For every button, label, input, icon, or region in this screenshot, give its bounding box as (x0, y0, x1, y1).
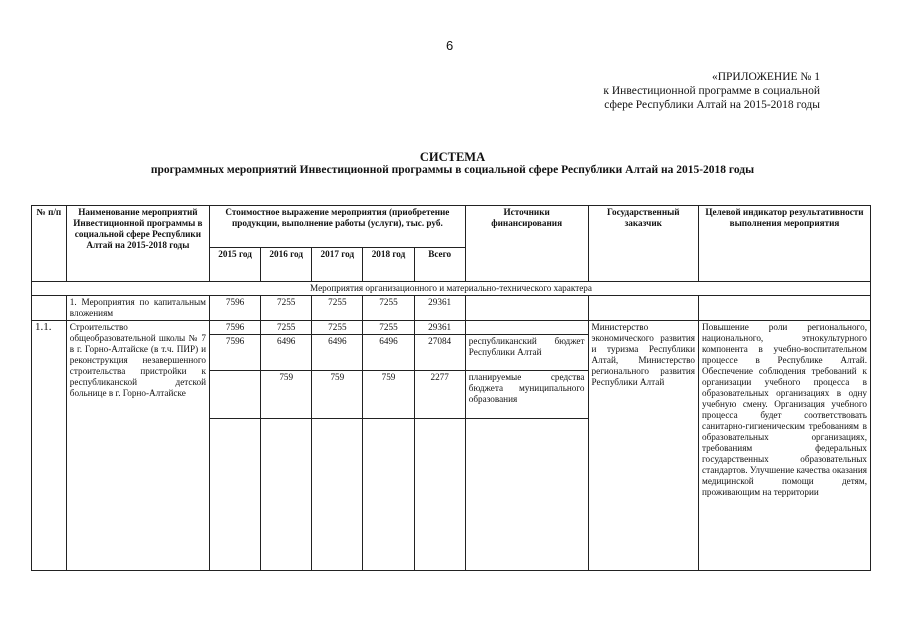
suba-2018: 6496 (363, 335, 414, 371)
subb-2015 (210, 371, 261, 419)
document-subtitle: программных мероприятий Инвестиционной программы в социальной сфере Республики Алтай на 2015-2018 годы (150, 164, 755, 176)
subb-2016: 759 (261, 371, 312, 419)
suba-total: 27084 (414, 335, 465, 371)
row1-name: 1. Мероприятия по капитальным вложениям (66, 296, 209, 321)
suba-2016: 6496 (261, 335, 312, 371)
header-name: Наименование мероприятий Инвестиционной программы в социальной сфере Республики Алтай на 2015-2018 годы (66, 206, 209, 282)
appendix-caption (560, 70, 820, 112)
empty-2018 (363, 419, 414, 571)
subb-2017: 759 (312, 371, 363, 419)
page-number: 6 (446, 38, 454, 53)
header-2017: 2017 год (312, 248, 363, 282)
document-title: СИСТЕМА (419, 150, 486, 164)
header-customer: Государственный заказчик (588, 206, 698, 282)
row11-sources (465, 321, 588, 335)
row11-total: 29361 (414, 321, 465, 335)
row1-2015: 7596 (210, 296, 261, 321)
header-2015: 2015 год (210, 248, 261, 282)
header-total: Всего (414, 248, 465, 282)
row1-num (32, 296, 67, 321)
row11-2015: 7596 (210, 321, 261, 335)
header-indicator: Целевой индикатор результативности выполнения мероприятия (699, 206, 871, 282)
header-cost: Стоимостное выражение мероприятия (приобретение продукции, выполнение работы (услуги), тыс. руб. (210, 206, 466, 248)
header-sources: Источники финансирования (465, 206, 588, 282)
row1-2017: 7255 (312, 296, 363, 321)
subb-2018: 759 (363, 371, 414, 419)
header-num: № п/п (32, 206, 67, 282)
row1-customer (588, 296, 698, 321)
empty-total (414, 419, 465, 571)
empty-source (465, 419, 588, 571)
row1-sources (465, 296, 588, 321)
program-table (31, 205, 871, 571)
row11-2018: 7255 (363, 321, 414, 335)
suba-source: республиканский бюджет Республики Алтай (465, 335, 588, 371)
section-title: Мероприятия организационного и материально-технического характера (32, 282, 871, 296)
row11-2017: 7255 (312, 321, 363, 335)
header-2018: 2018 год (363, 248, 414, 282)
header-2016: 2016 год (261, 248, 312, 282)
table-row-1 (32, 296, 871, 321)
suba-2015: 7596 (210, 335, 261, 371)
subb-source: планируемые средства бюджета муниципального образования (465, 371, 588, 419)
row11-name: Строительство общеобразовательной школы № 7 в г. Горно-Алтайске (в т.ч. ПИР) и реконструкция незавершенного строительства пристройки к республиканской детской больнице в г. Горно-Алтайске (66, 321, 209, 571)
subb-total: 2277 (414, 371, 465, 419)
row11-customer: Министерство экономического развития и туризма Республики Алтай, Министерство регионального развития Республики Алтай (588, 321, 698, 571)
empty-2016 (261, 419, 312, 571)
row11-indicator: Повышение роли регионального, национального, этнокультурного компонента в учебно-воспитательном процессе в Республике Алтай. Обеспечение соблюдения требований к организации учебного процесса в образовательных организациях в одну учебную смену. Организация учебного процесса будет соответствовать санитарно-гигиеническим требованиям в образовательных организациях, требованиям федеральных государственных образовательных стандартов. Улучшение качества оказания медицинской помощи детям, проживающим на территории (699, 321, 871, 571)
appendix-line-3: сфере Республики Алтай на 2015-2018 годы (604, 99, 820, 111)
appendix-line-2: к Инвестиционной программе в социальной (603, 85, 820, 97)
row1-total: 29361 (414, 296, 465, 321)
appendix-line-1: «ПРИЛОЖЕНИЕ № 1 (711, 71, 820, 83)
row1-2016: 7255 (261, 296, 312, 321)
suba-2017: 6496 (312, 335, 363, 371)
empty-2015 (210, 419, 261, 571)
empty-2017 (312, 419, 363, 571)
row1-indicator (699, 296, 871, 321)
row11-2016: 7255 (261, 321, 312, 335)
table-row-1-1 (32, 321, 871, 335)
section-row (32, 282, 871, 296)
row1-2018: 7255 (363, 296, 414, 321)
row11-num: 1.1. (32, 321, 67, 571)
header-row-1 (32, 206, 871, 248)
